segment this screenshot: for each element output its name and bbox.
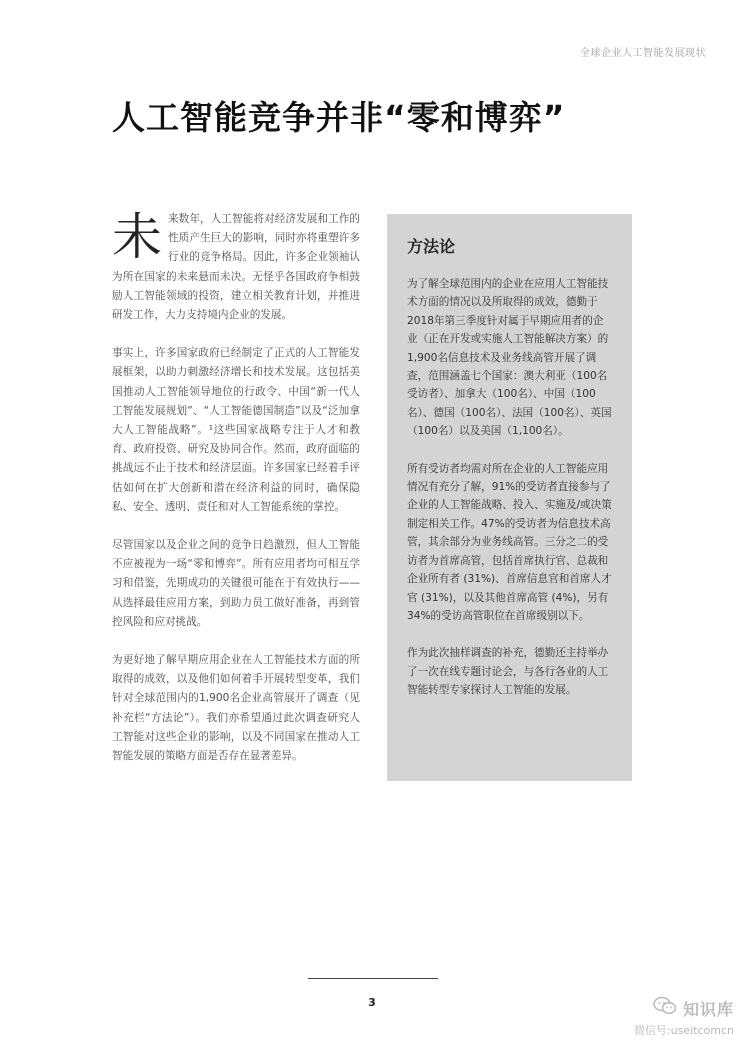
article-paragraph-text: 来数年，人工智能将对经济发展和工作的性质产生巨大的影响，同时亦将重塑许多行业的竞争格局。因此，许多企业领袖认为所在国家的未来悬而未决。无怪乎各国政府争相鼓励人工智能领域的投资，建立相关教育计划，并推进研发工作，大力支持境内企业的发展。 bbox=[112, 213, 360, 322]
running-header: 全球企业人工智能发展现状 bbox=[580, 48, 706, 59]
page-number: 3 bbox=[368, 996, 376, 1009]
methodology-sidebar bbox=[387, 214, 632, 781]
watermark-logo: 知识库 bbox=[682, 999, 734, 1019]
wechat-icon bbox=[653, 996, 677, 1020]
page-title: 人工智能竞争并非“零和博弈” bbox=[112, 98, 566, 137]
footer-rule bbox=[308, 978, 438, 979]
sidebar-paragraph: 为了解全球范围内的企业在应用人工智能技术方面的情况以及所取得的成效，德勤于2018年第三季度针对属于早期应用者的企业（正在开发或实施人工智能解决方案）的1,900名信息技术及业务线高管开展了调查，范围涵盖七个国家：澳大利亚（100名受访者）、加拿大（100名）、中国（100名）、德国（100名）、法国（100名）、英国（100名）以及美国（1,100名）。 bbox=[407, 278, 612, 438]
article-paragraph: 为更好地了解早期应用企业在人工智能技术方面的所取得的成效，以及他们如何着手开展转型变革，我们针对全球范围内的1,900名企业高管展开了调查（见补充栏“方法论”）。我们亦希望通过此次调查研究人工智能对这些企业的影响，以及不同国家在推动人工智能发展的策略方面是否存在显著差异。 bbox=[112, 654, 360, 763]
article-paragraph: 尽管国家以及企业之间的竞争日趋激烈，但人工智能不应被视为一场“零和博弈”。所有应用者均可相互学习和借鉴，先期成功的关键很可能在于有效执行——从选择最佳应用方案，到助力员工做好准备，再到管控风险和应对挑战。 bbox=[112, 539, 360, 628]
watermark-sub: 微信号:useitcomcn bbox=[633, 1024, 734, 1037]
sidebar-paragraph: 作为此次抽样调查的补充，德勤还主持举办了一次在线专题讨论会，与各行各业的人工智能转型专家探讨人工智能的发展。 bbox=[407, 647, 609, 697]
sidebar-paragraph: 所有受访者均需对所在企业的人工智能应用情况有充分了解，91%的受访者直接参与了企业的人工智能战略、投入、实施及/或决策制定相关工作。47%的受访者为信息技术高管，其余部分为业务线高管。三分之二的受访者为首席高管，包括首席执行官、总裁和企业所有者 (31%)、首席信息官和首席人才官 (31%)，以及其他首席高管 (4%)，另有34%的受访高管职位在首席级别以下。 bbox=[407, 462, 612, 622]
watermark bbox=[634, 996, 734, 1038]
drop-cap: 未 bbox=[112, 208, 162, 266]
sidebar-title: 方法论 bbox=[407, 237, 456, 256]
article-paragraph bbox=[112, 210, 360, 325]
article-body bbox=[112, 210, 360, 785]
article-paragraph: 事实上，许多国家政府已经制定了正式的人工智能发展框架，以助力刺激经济增长和技术发展。这包括美国推动人工智能领导地位的行政令、中国“新一代人工智能发展规划”、“人工智能德国制造”以及“泛加拿大人工智能战略”。¹这些国家战略专注于人才和教育、政府投资、研究及协同合作。然而，政府面临的挑战远不止于技术和经济层面。许多国家已经着手评估如何在扩大创新和潜在经济利益的同时，确保隐私、安全、透明、责任和对人工智能系统的掌控。 bbox=[112, 347, 360, 513]
